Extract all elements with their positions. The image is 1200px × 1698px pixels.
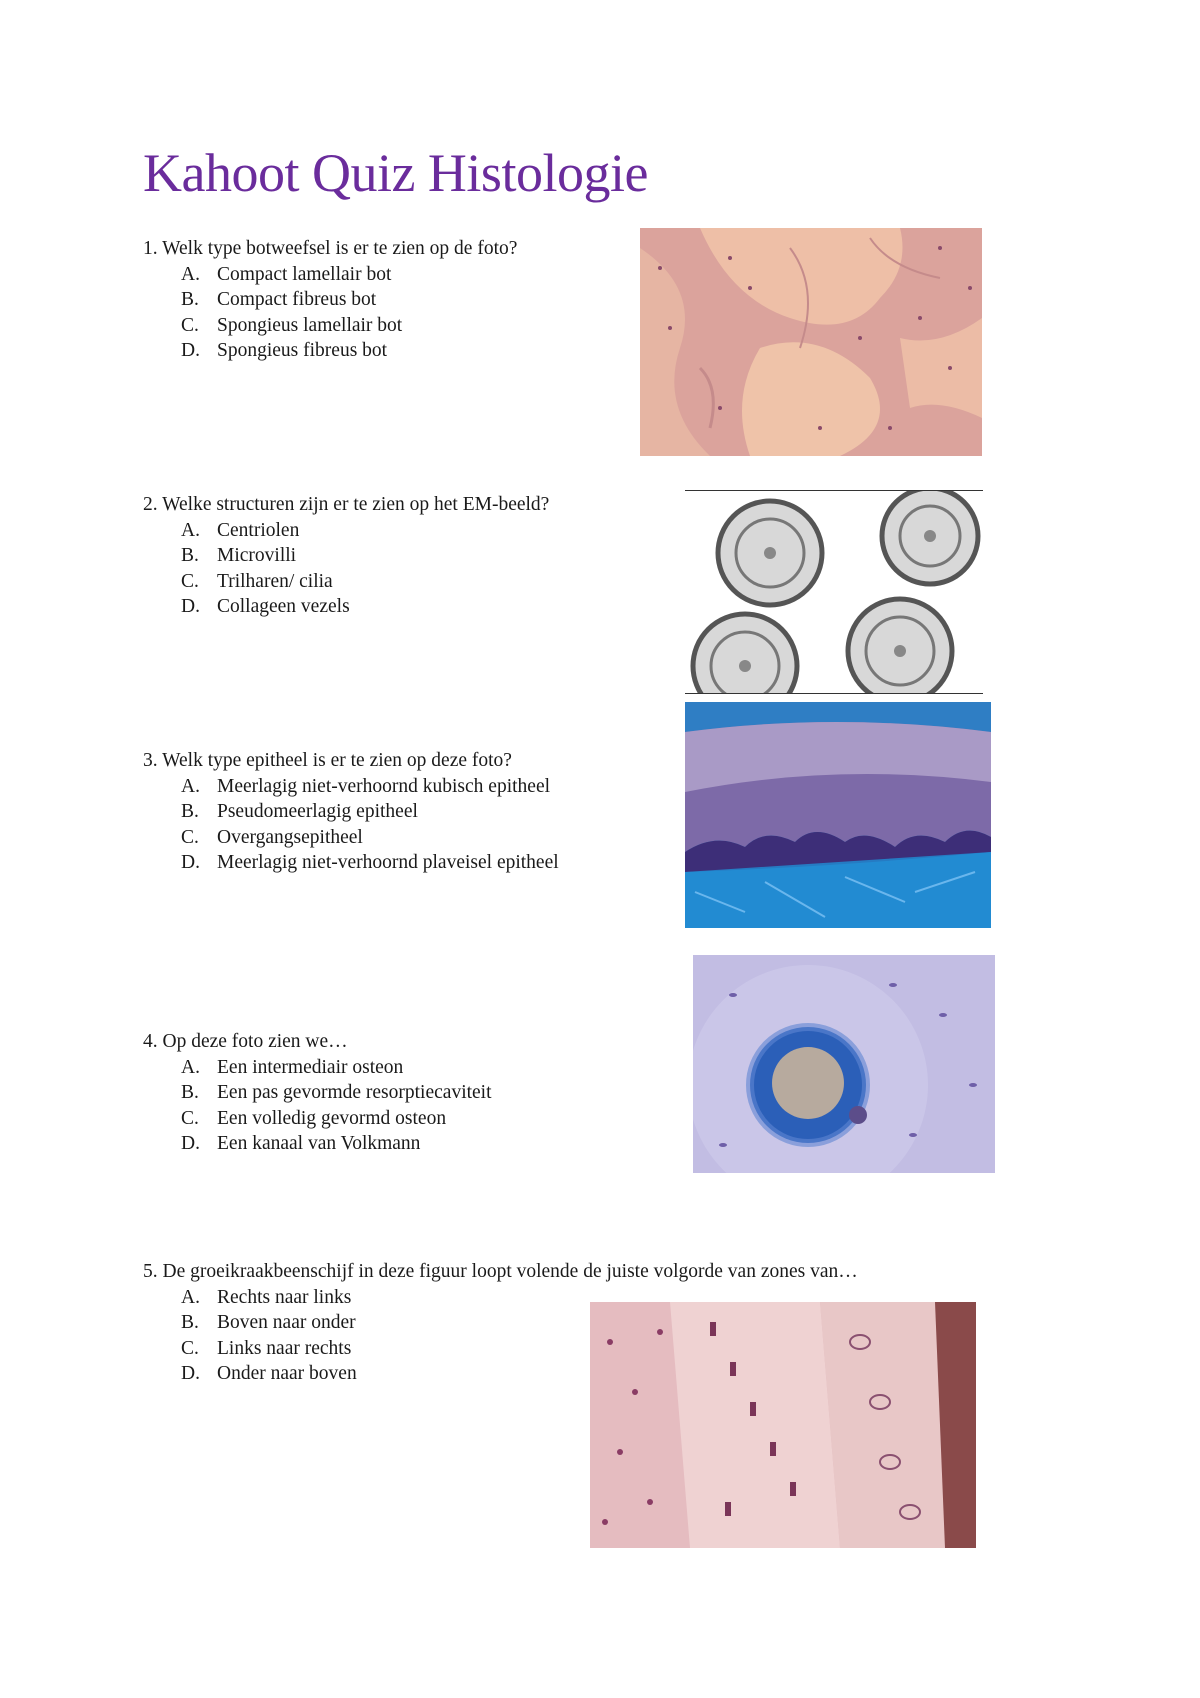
option-2c[interactable]: C. Trilharen/ cilia [181, 570, 333, 592]
option-4c[interactable]: C. Een volledig gevormd osteon [181, 1107, 447, 1129]
option-5a[interactable]: A. Rechts naar links [181, 1286, 352, 1308]
option-3b[interactable]: B. Pseudomeerlagig epitheel [181, 801, 418, 822]
option-1d[interactable]: D. Spongieus fibreus bot [181, 340, 388, 361]
option-1c[interactable]: C. Spongieus lamellair bot [181, 314, 403, 336]
question-2 [143, 492, 549, 620]
question-4-options [143, 1055, 492, 1157]
question-5-stem: 5. De groeikraakbeenschijf in deze figuur loopt volende de juiste volgorde van zones van… [143, 1261, 858, 1282]
question-4-stem: 4. Op deze foto zien we… [143, 1031, 348, 1052]
question-3-options [143, 774, 559, 876]
epithelium-histology-image [685, 702, 991, 928]
option-4b[interactable]: B. Een pas gevormde resorptiecaviteit [181, 1082, 492, 1103]
question-3-stem: 3. Welk type epitheel is er te zien op deze foto? [143, 750, 512, 771]
bone-histology-image [640, 228, 982, 456]
option-5c[interactable]: C. Links naar rechts [181, 1337, 352, 1359]
option-2a[interactable]: A. Centriolen [181, 519, 300, 541]
option-5b[interactable]: B. Boven naar onder [181, 1312, 356, 1333]
page-title: Kahoot Quiz Histologie [143, 143, 648, 203]
question-4 [143, 1029, 492, 1157]
option-2b[interactable]: B. Microvilli [181, 545, 297, 566]
option-1b[interactable]: B. Compact fibreus bot [181, 289, 377, 310]
option-1a[interactable]: A. Compact lamellair bot [181, 263, 392, 285]
option-3d[interactable]: D. Meerlagig niet-verhoornd plaveisel epitheel [181, 852, 559, 873]
option-3a[interactable]: A. Meerlagig niet-verhoornd kubisch epitheel [181, 775, 551, 797]
question-1-stem: 1. Welk type botweefsel is er te zien op de foto? [143, 238, 518, 259]
question-3 [143, 748, 559, 876]
question-1 [143, 236, 517, 364]
em-cilia-image [685, 490, 983, 694]
growth-plate-image [590, 1302, 976, 1548]
question-2-stem: 2. Welke structuren zijn er te zien op het EM-beeld? [143, 494, 550, 515]
option-4a[interactable]: A. Een intermediair osteon [181, 1056, 404, 1078]
option-4d[interactable]: D. Een kanaal van Volkmann [181, 1133, 421, 1154]
option-3c[interactable]: C. Overgangsepitheel [181, 826, 363, 848]
osteon-histology-image [693, 955, 995, 1173]
question-2-options [143, 518, 549, 620]
option-2d[interactable]: D. Collageen vezels [181, 596, 350, 617]
option-5d[interactable]: D. Onder naar boven [181, 1363, 357, 1384]
question-1-options [143, 262, 517, 364]
